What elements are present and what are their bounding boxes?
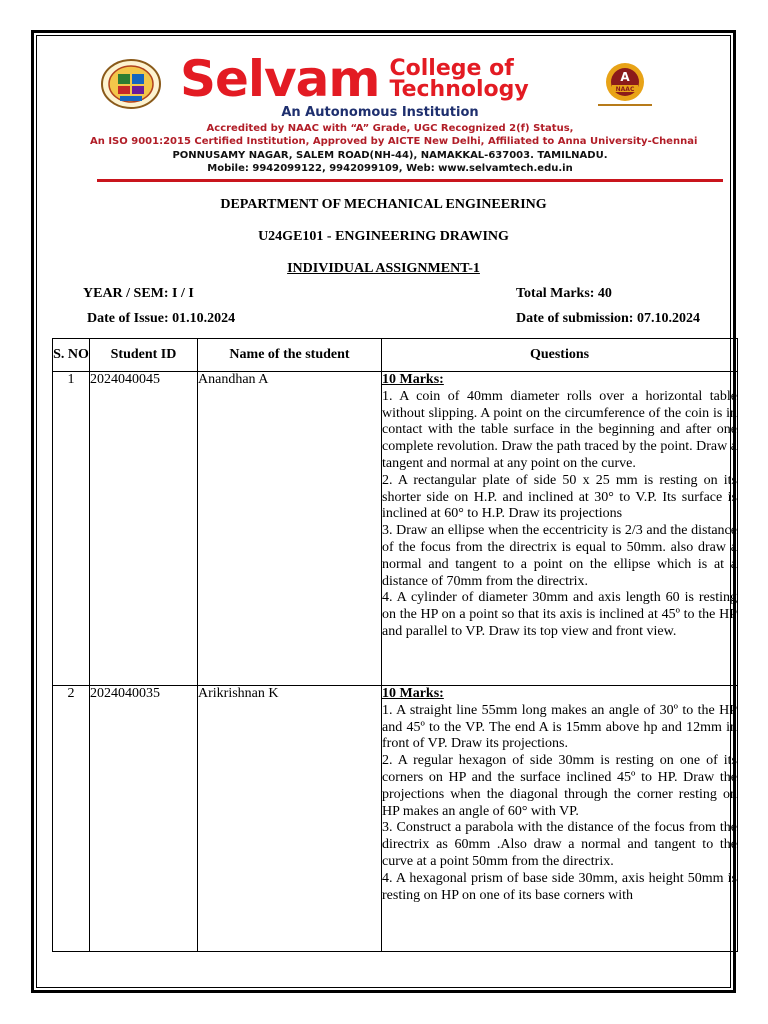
naac-badge-icon [592,60,658,110]
row-student-name: Arikrishnan K [198,686,382,952]
question-item: 2. A regular hexagon of side 30mm is resting on one of its corners on HP and the surface inclined 45º to HP. Draw the projections when the diagonal through the corner resting on HP makes an angle of 60° with VP. [382,753,737,819]
naac-label: NAAC [615,86,635,93]
question-item: 3. Construct a parabola with the distance of the focus from the directrix as 60mm .Also draw a normal and tangent to the curve at a point 50mm from the directrix. [382,820,737,869]
question-item: 4. A hexagonal prism of base side 30mm, axis height 50mm is resting on HP on one of its base corners with [382,870,737,903]
brand-subtitle: College of Technology [389,56,529,102]
row-student-id: 2024040035 [90,686,198,952]
department-title: DEPARTMENT OF MECHANICAL ENGINEERING [220,197,547,212]
row-sno: 1 [53,372,90,686]
question-item: 4. A cylinder of diameter 30mm and axis length 60 is resting on the HP on a point so that its axis is inclined at 45º to the HP and parallel to VP. Draw its top view and front view. [382,590,737,639]
accreditation-line-1: Accredited by NAAC with “A” Grade, UGC Recognized 2(f) Status, [206,123,574,134]
marks-label: 10 Marks: [382,686,444,701]
year-sem: YEAR / SEM: I / I [83,286,194,301]
contact-line: Mobile: 9942099122, 9942099109, Web: www.selvamtech.edu.in [207,163,573,174]
question-item: 1. A coin of 40mm diameter rolls over a horizontal table without slipping. A point on the circumference of the coin is in contact with the table surface in the beginning and after one complete revolution. Draw the path traced by the point. Draw a tangent and normal at any point on the curve. [382,388,737,471]
date-of-issue: Date of Issue: 01.10.2024 [87,311,236,326]
marks-label: 10 Marks: [382,372,444,387]
assignment-table [52,338,738,952]
row-sno: 2 [53,686,90,952]
course-title: U24GE101 - ENGINEERING DRAWING [258,229,509,244]
letterhead-divider [97,179,723,182]
college-wordmark [180,52,529,106]
assignment-title: INDIVIDUAL ASSIGNMENT-1 [287,261,480,276]
date-of-submission: Date of submission: 07.10.2024 [516,311,700,326]
table-row [53,686,738,952]
header-student-id: Student ID [90,339,198,372]
address-line: PONNUSAMY NAGAR, SALEM ROAD(NH-44), NAMAKKAL-637003. TAMILNADU. [172,150,608,161]
question-item: 3. Draw an ellipse when the eccentricity is 2/3 and the distance of the focus from the directrix is equal to 50mm. also draw a normal and tangent to a point on the ellipse which is at a distance of 70mm from the directrix. [382,523,737,589]
accreditation-line-2: An ISO 9001:2015 Certified Institution, Approved by AICTE New Delhi, Affiliated to Anna University-Chennai [90,136,698,147]
table-header-row [53,339,738,372]
naac-grade: A [620,70,630,84]
header-questions: Questions [382,339,738,372]
header-student-name: Name of the student [198,339,382,372]
total-marks: Total Marks: 40 [516,286,612,301]
institution-tagline: An Autonomous Institution [281,105,479,120]
question-item: 2. A rectangular plate of side 50 x 25 mm is resting on its shorter side on H.P. and inclined at 30° to V.P. Its surface is inclined at 60° to H.P. Draw its projections [382,472,737,522]
row-questions [382,686,738,952]
question-item: 1. A straight line 55mm long makes an angle of 30º to the HP and 45º to the VP. The end A is 15mm above hp and 12mm in front of VP. Draw its projections. [382,702,737,752]
row-student-name: Anandhan A [198,372,382,686]
brand-name: Selvam [180,50,380,108]
row-questions [382,372,738,686]
header-sno: S. NO [53,339,90,372]
row-student-id: 2024040045 [90,372,198,686]
college-emblem-icon [100,58,162,110]
table-row [53,372,738,686]
